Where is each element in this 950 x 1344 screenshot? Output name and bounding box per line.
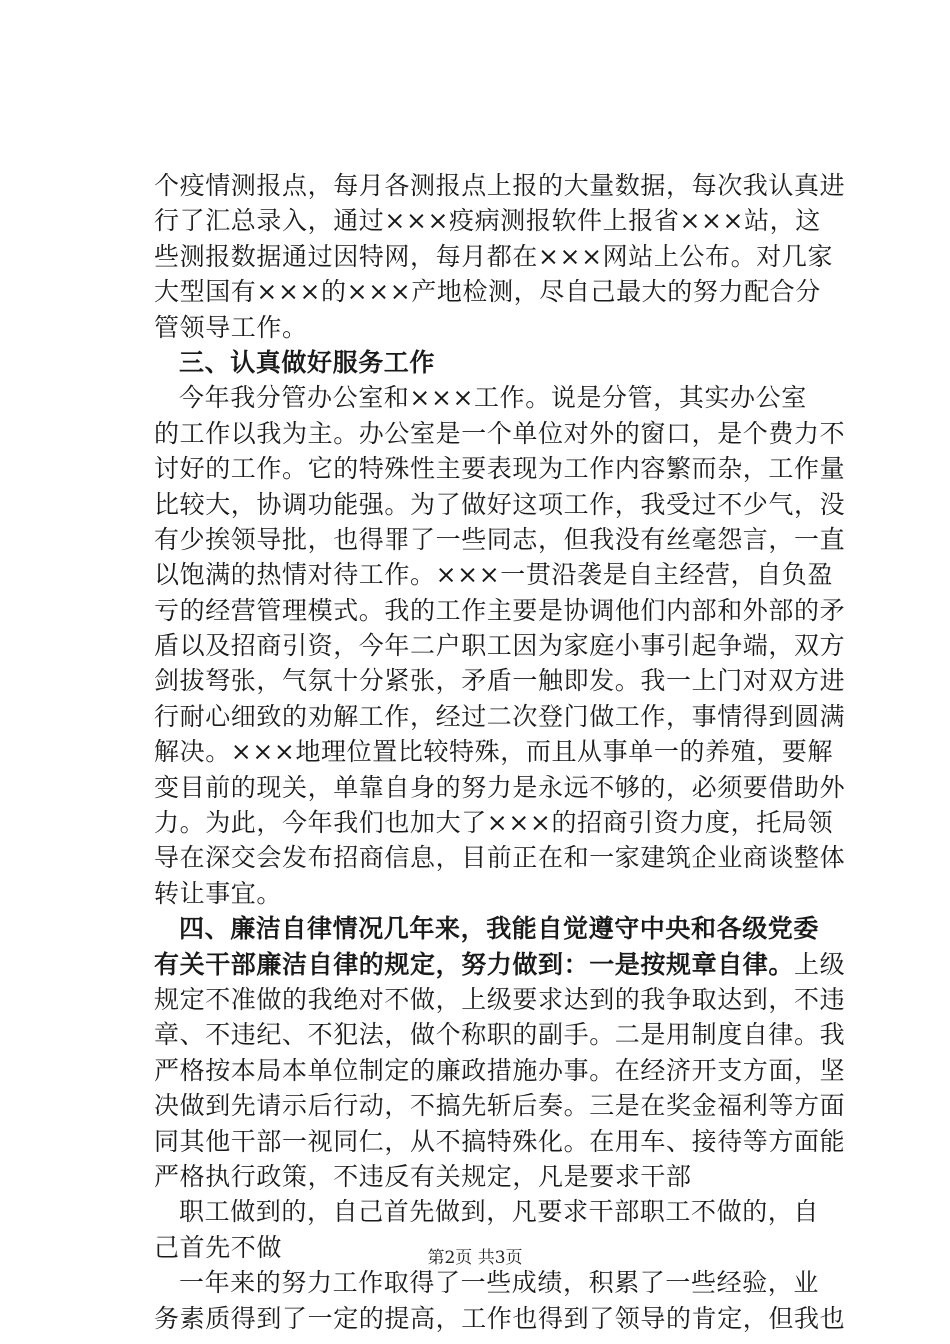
- text-line: [154, 1159, 814, 1194]
- line-text: 盾以及招商引资，今年二户职工因为家庭小事引起争端，双方: [154, 631, 846, 661]
- text-line: [154, 628, 846, 663]
- text-line: [154, 239, 834, 274]
- text-line: [154, 593, 846, 628]
- text-line: [154, 203, 821, 238]
- line-text: 一年来的努力工作取得了一些成绩，积累了一些经验，业: [179, 1268, 820, 1298]
- text-line: [154, 557, 834, 592]
- line-text: 解决。×××地理位置比较特殊，而且从事单一的养殖，要解: [154, 737, 834, 767]
- line-text: 四、廉洁自律情况几年来，我能自觉遵守中央和各级党委: [179, 914, 820, 944]
- text-line: [154, 168, 846, 203]
- line-text: 力。为此，今年我们也加大了×××的招商引资力度，托局领: [154, 808, 834, 838]
- text-line: [154, 805, 834, 840]
- line-text: 职工做到的，自己首先做到，凡要求干部职工不做的，自: [179, 1197, 820, 1227]
- text-line: [154, 840, 846, 875]
- heading-line: [154, 345, 814, 380]
- text-line: [154, 522, 846, 557]
- line-text: 三、认真做好服务工作: [179, 347, 436, 377]
- heading-line: [154, 911, 820, 946]
- line-text: 转让事宜。: [154, 878, 283, 908]
- text-line: [154, 770, 846, 805]
- line-text: 变目前的现关，单靠自身的努力是永远不够的，必须要借助外: [154, 772, 846, 802]
- text-line: [154, 380, 814, 415]
- line-text: 的工作以我为主。办公室是一个单位对外的窗口，是个费力不: [154, 418, 846, 448]
- line-text: 行耐心细致的劝解工作，经过二次登门做工作，事情得到圆满: [154, 701, 846, 731]
- text-line: [154, 699, 846, 734]
- heading-line: [154, 947, 846, 982]
- line-text: 严格按本局本单位制定的廉政措施办事。在经济开支方面，坚: [154, 1055, 846, 1085]
- line-text: 个疫情测报点，每月各测报点上报的大量数据，每次我认真进: [154, 171, 846, 200]
- text-line: [154, 1088, 846, 1123]
- line-text: 讨好的工作。它的特殊性主要表现为工作内容繁而杂，工作量: [154, 454, 846, 484]
- line-text-tail: 上级: [794, 949, 846, 979]
- line-text: 以饱满的热情对待工作。×××一贯沿袭是自主经营，自负盈: [154, 560, 834, 590]
- text-line: [154, 982, 846, 1017]
- line-text: 大型国有×××的×××产地检测，尽自己最大的努力配合分: [154, 277, 821, 307]
- line-text: 行了汇总录入，通过×××疫病测报软件上报省×××站，这: [154, 206, 821, 236]
- text-line: [154, 487, 846, 522]
- text-line: [154, 663, 846, 698]
- text-line: [154, 734, 834, 769]
- line-text: 导在深交会发布招商信息，目前正在和一家建筑企业商谈整体: [154, 843, 846, 873]
- line-text: 剑拔弩张，气氛十分紧张，矛盾一触即发。我一上门对双方进: [154, 666, 846, 696]
- line-text: 比较大，协调功能强。为了做好这项工作，我受过不少气，没: [154, 489, 846, 519]
- text-line: [154, 876, 814, 911]
- line-text: 章、不违纪、不犯法，做个称职的副手。二是用制度自律。我: [154, 1020, 846, 1050]
- document-body: [154, 168, 846, 1336]
- line-text: 决做到先请示后行动，不搞先斩后奏。三是在奖金福利等方面: [154, 1091, 846, 1121]
- text-line: [154, 310, 814, 345]
- text-line: [154, 1194, 820, 1229]
- text-line: [154, 274, 821, 309]
- text-line: [154, 1265, 820, 1300]
- line-text: 规定不准做的我绝对不做，上级要求达到的我争取达到，不违: [154, 984, 846, 1014]
- line-text: 有少挨领导批，也得罪了一些同志，但我没有丝毫怨言，一直: [154, 524, 846, 554]
- text-line: [154, 1017, 846, 1052]
- text-line: [154, 1053, 846, 1088]
- text-line: [154, 451, 846, 486]
- text-line: [154, 1301, 846, 1336]
- page-footer: 第2页 共3页: [427, 1248, 523, 1268]
- line-text: 亏的经营管理模式。我的工作主要是协调他们内部和外部的矛: [154, 595, 846, 625]
- line-text: 有关干部廉洁自律的规定，努力做到：一是按规章自律。: [154, 949, 795, 979]
- line-text: 务素质得到了一定的提高，工作也得到了领导的肯定，但我也: [154, 1303, 846, 1333]
- line-text: 严格执行政策，不违反有关规定，凡是要求干部: [154, 1161, 692, 1191]
- text-line: [154, 416, 846, 451]
- text-line: [154, 1124, 846, 1159]
- line-text: 今年我分管办公室和×××工作。说是分管，其实办公室: [179, 383, 807, 413]
- line-text: 同其他干部一视同仁，从不搞特殊化。在用车、接待等方面能: [154, 1126, 846, 1156]
- line-text: 些测报数据通过因特网，每月都在×××网站上公布。对几家: [154, 241, 834, 271]
- line-text: 己首先不做: [154, 1232, 283, 1262]
- line-text: 管领导工作。: [154, 312, 308, 342]
